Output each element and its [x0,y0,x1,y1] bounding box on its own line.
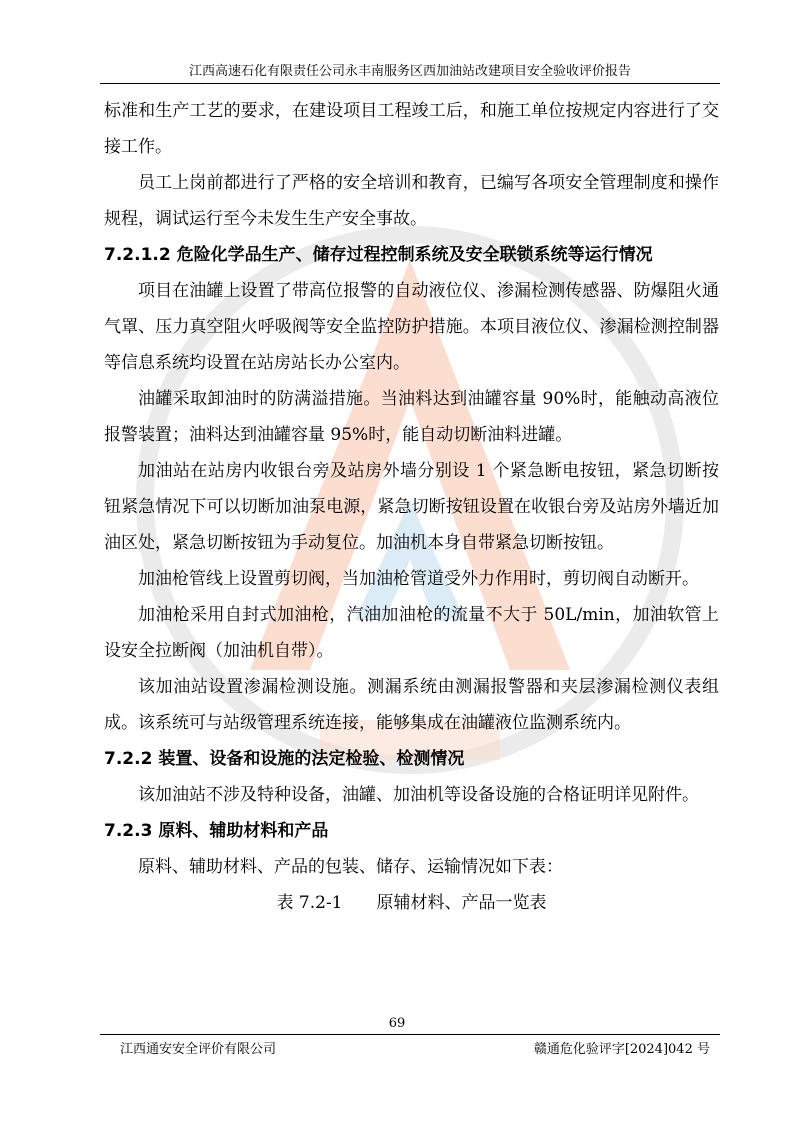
paragraph: 加油枪采用自封式加油枪，汽油加油枪的流量不大于 50L/min，加油软管上设安全拉断阀（加油机自带）。 [104,605,719,661]
paragraph: 标准和生产工艺的要求，在建设项目工程竣工后，和施工单位按规定内容进行了交接工作。 [104,101,719,157]
paragraph: 该加油站不涉及特种设备，油罐、加油机等设备设施的合格证明详见附件。 [138,785,699,805]
section-heading: 7.2.2 装置、设备和设施的法定检验、检测情况 [104,749,465,769]
section-heading: 7.2.1.2 危险化学品生产、储存过程控制系统及安全联锁系统等运行情况 [104,245,653,265]
page-header: 江西高速石化有限责任公司永丰南服务区西加油站改建项目安全验收评价报告 [100,62,720,84]
paragraph: 员工上岗前都进行了严格的安全培训和教育，已编写各项安全管理制度和操作规程，调试运行至今未发生生产安全事故。 [104,173,719,229]
paragraph: 该加油站设置渗漏检测设施。测漏系统由测漏报警器和夹层渗漏检测仪表组成。该系统可与站级管理系统连接，能够集成在油罐液位监测系统内。 [104,677,719,733]
document-body [104,93,719,921]
page-number: 69 [388,1016,406,1031]
paragraph: 原料、辅助材料、产品的包装、储存、运输情况如下表： [138,857,563,877]
footer-company: 江西通安安全评价有限公司 [120,1042,277,1057]
paragraph: 油罐采取卸油时的防满溢措施。当油料达到油罐容量 90%时，能触动高液位报警装置；油料达到油罐容量 95%时，能自动切断油料进罐。 [104,389,719,445]
paragraph: 加油枪管线上设置剪切阀，当加油枪管道受外力作用时，剪切阀自动断开。 [138,569,699,589]
paragraph: 项目在油罐上设置了带高位报警的自动液位仪、渗漏检测传感器、防爆阻火通气罩、压力真空阻火呼吸阀等安全监控防护措施。本项目液位仪、渗漏检测控制器等信息系统均设置在站房站长办公室内。 [104,281,719,373]
section-heading: 7.2.3 原料、辅助材料和产品 [104,821,329,841]
footer-report-number: 赣通危化验评字[2024]042 号 [533,1042,710,1057]
footer-divider [100,1034,720,1035]
table-caption: 表 7.2-1 原辅材料、产品一览表 [276,893,547,913]
paragraph: 加油站在站房内收银台旁及站房外墙分别设 1 个紧急断电按钮，紧急切断按钮紧急情况下可以切断加油泵电源，紧急切断按钮设置在收银台旁及站房外墙近加油区处，紧急切断按钮为手动复位。加油机本身自带紧急切断按钮。 [104,461,719,553]
